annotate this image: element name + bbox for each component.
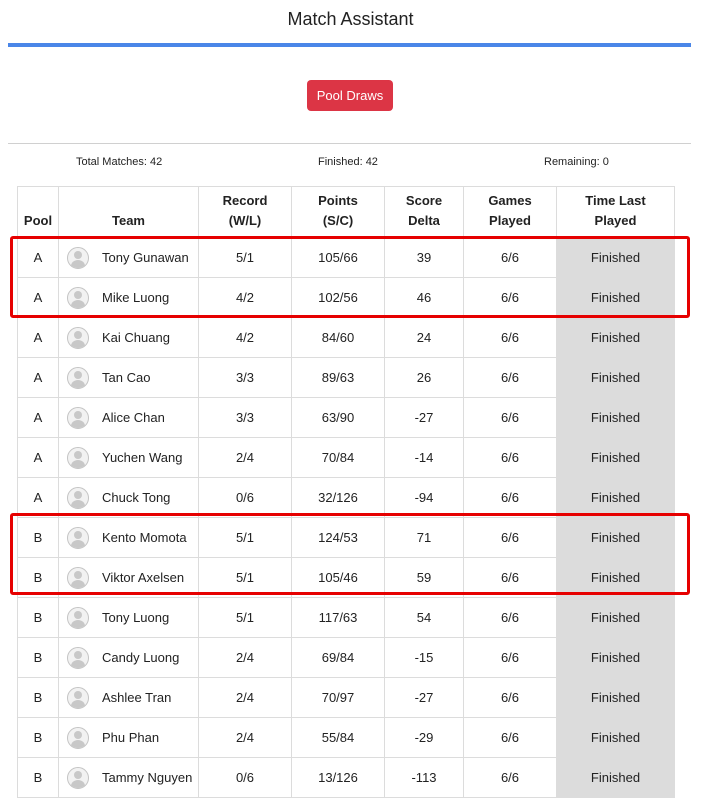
- col-header-time-line2: Played: [594, 213, 637, 228]
- score-delta-cell: 54: [385, 598, 464, 638]
- total-matches-stat: Total Matches: 42: [76, 156, 163, 168]
- pool-cell: A: [18, 238, 59, 278]
- app-header: [0, 0, 701, 48]
- record-cell: 2/4: [199, 638, 292, 678]
- col-header-games-line2: Played: [489, 213, 531, 228]
- team-name: Yuchen Wang: [102, 450, 183, 465]
- score-delta-cell: 26: [385, 358, 464, 398]
- pool-draws-button[interactable]: Pool Draws: [307, 80, 393, 111]
- score-delta-cell: -27: [385, 398, 464, 438]
- status-cell: Finished: [557, 318, 675, 358]
- team-cell: [59, 398, 199, 438]
- table-row[interactable]: [18, 758, 675, 798]
- games-played-cell: 6/6: [464, 558, 557, 598]
- table-row[interactable]: [18, 598, 675, 638]
- table-row[interactable]: [18, 478, 675, 518]
- standings-body: [18, 238, 675, 798]
- score-delta-cell: 59: [385, 558, 464, 598]
- points-cell: 117/63: [292, 598, 385, 638]
- status-cell: Finished: [557, 238, 675, 278]
- team-cell: [59, 318, 199, 358]
- team-cell: [59, 598, 199, 638]
- status-cell: Finished: [557, 758, 675, 798]
- col-header-team-label: Team: [112, 213, 145, 228]
- team-name: Tony Luong: [102, 610, 170, 625]
- pool-cell: B: [18, 718, 59, 758]
- team-cell: [59, 478, 199, 518]
- pool-cell: B: [18, 558, 59, 598]
- user-avatar-icon: [67, 727, 89, 749]
- points-cell: 84/60: [292, 318, 385, 358]
- points-cell: 13/126: [292, 758, 385, 798]
- user-avatar-icon: [67, 527, 89, 549]
- col-header-points-line2: (S/C): [322, 213, 354, 228]
- score-delta-cell: 46: [385, 278, 464, 318]
- score-delta-cell: -14: [385, 438, 464, 478]
- user-avatar-icon: [67, 327, 89, 349]
- user-avatar-icon: [67, 407, 89, 429]
- pool-cell: B: [18, 598, 59, 638]
- col-header-games-line1: Games: [488, 193, 532, 208]
- status-cell: Finished: [557, 678, 675, 718]
- team-name: Viktor Axelsen: [102, 570, 185, 585]
- status-cell: Finished: [557, 718, 675, 758]
- score-delta-cell: -27: [385, 678, 464, 718]
- pool-cell: A: [18, 438, 59, 478]
- match-stats-bar: [8, 156, 691, 172]
- team-name: Phu Phan: [102, 730, 160, 745]
- table-row[interactable]: [18, 318, 675, 358]
- team-name: Tony Gunawan: [102, 250, 189, 265]
- team-name: Tan Cao: [102, 370, 151, 385]
- col-header-score-delta[interactable]: [385, 187, 464, 238]
- pool-cell: B: [18, 638, 59, 678]
- col-header-pool-label: Pool: [23, 213, 53, 228]
- record-cell: 5/1: [199, 558, 292, 598]
- remaining-matches-stat: Remaining: 0: [544, 156, 609, 168]
- points-cell: 63/90: [292, 398, 385, 438]
- points-cell: 69/84: [292, 638, 385, 678]
- status-cell: Finished: [557, 398, 675, 438]
- record-cell: 3/3: [199, 398, 292, 438]
- table-row[interactable]: [18, 518, 675, 558]
- points-cell: 70/84: [292, 438, 385, 478]
- table-row[interactable]: [18, 398, 675, 438]
- col-header-record-line1: Record: [222, 193, 268, 208]
- games-played-cell: 6/6: [464, 398, 557, 438]
- pool-cell: B: [18, 758, 59, 798]
- points-cell: 102/56: [292, 278, 385, 318]
- games-played-cell: 6/6: [464, 238, 557, 278]
- col-header-record-line2: (W/L): [228, 213, 262, 228]
- status-cell: Finished: [557, 358, 675, 398]
- team-cell: [59, 758, 199, 798]
- score-delta-cell: -15: [385, 638, 464, 678]
- status-cell: Finished: [557, 558, 675, 598]
- games-played-cell: 6/6: [464, 518, 557, 558]
- team-cell: [59, 238, 199, 278]
- table-row[interactable]: [18, 238, 675, 278]
- team-cell: [59, 678, 199, 718]
- games-played-cell: 6/6: [464, 478, 557, 518]
- score-delta-cell: -113: [385, 758, 464, 798]
- standings-table: [17, 186, 675, 798]
- table-header-row: [18, 187, 675, 238]
- team-cell: [59, 438, 199, 478]
- games-played-cell: 6/6: [464, 318, 557, 358]
- table-row[interactable]: [18, 638, 675, 678]
- user-avatar-icon: [67, 447, 89, 469]
- score-delta-cell: -29: [385, 718, 464, 758]
- status-cell: Finished: [557, 638, 675, 678]
- record-cell: 5/1: [199, 238, 292, 278]
- games-played-cell: 6/6: [464, 598, 557, 638]
- record-cell: 3/3: [199, 358, 292, 398]
- points-cell: 105/66: [292, 238, 385, 278]
- record-cell: 0/6: [199, 478, 292, 518]
- team-name: Kento Momota: [102, 530, 187, 545]
- finished-matches-stat: Finished: 42: [318, 156, 378, 168]
- status-cell: Finished: [557, 598, 675, 638]
- user-avatar-icon: [67, 567, 89, 589]
- status-cell: Finished: [557, 438, 675, 478]
- score-delta-cell: -94: [385, 478, 464, 518]
- points-cell: 124/53: [292, 518, 385, 558]
- score-delta-cell: 24: [385, 318, 464, 358]
- games-played-cell: 6/6: [464, 438, 557, 478]
- games-played-cell: 6/6: [464, 638, 557, 678]
- status-cell: Finished: [557, 278, 675, 318]
- team-cell: [59, 518, 199, 558]
- record-cell: 0/6: [199, 758, 292, 798]
- games-played-cell: 6/6: [464, 358, 557, 398]
- team-name: Mike Luong: [102, 290, 170, 305]
- pool-cell: A: [18, 478, 59, 518]
- team-cell: [59, 558, 199, 598]
- record-cell: 2/4: [199, 678, 292, 718]
- status-cell: Finished: [557, 518, 675, 558]
- team-name: Chuck Tong: [102, 490, 171, 505]
- col-header-time-last-played[interactable]: [557, 187, 675, 238]
- score-delta-cell: 39: [385, 238, 464, 278]
- points-cell: 89/63: [292, 358, 385, 398]
- table-row[interactable]: [18, 438, 675, 478]
- pool-cell: A: [18, 318, 59, 358]
- record-cell: 2/4: [199, 438, 292, 478]
- team-name: Kai Chuang: [102, 330, 170, 345]
- record-cell: 5/1: [199, 598, 292, 638]
- status-cell: Finished: [557, 478, 675, 518]
- record-cell: 4/2: [199, 318, 292, 358]
- points-cell: 105/46: [292, 558, 385, 598]
- record-cell: 2/4: [199, 718, 292, 758]
- col-header-delta-line2: Delta: [408, 213, 440, 228]
- pool-cell: A: [18, 358, 59, 398]
- team-cell: [59, 718, 199, 758]
- section-divider: [8, 143, 691, 144]
- table-row[interactable]: [18, 718, 675, 758]
- score-delta-cell: 71: [385, 518, 464, 558]
- user-avatar-icon: [67, 367, 89, 389]
- record-cell: 5/1: [199, 518, 292, 558]
- table-row[interactable]: [18, 678, 675, 718]
- col-header-games-played[interactable]: [464, 187, 557, 238]
- team-cell: [59, 278, 199, 318]
- points-cell: 55/84: [292, 718, 385, 758]
- page-title: Match Assistant: [287, 9, 414, 29]
- table-row[interactable]: [18, 558, 675, 598]
- record-cell: 4/2: [199, 278, 292, 318]
- team-cell: [59, 358, 199, 398]
- col-header-record[interactable]: [199, 187, 292, 238]
- col-header-delta-line1: Score: [405, 193, 443, 208]
- pool-cell: B: [18, 518, 59, 558]
- user-avatar-icon: [67, 767, 89, 789]
- games-played-cell: 6/6: [464, 718, 557, 758]
- user-avatar-icon: [67, 287, 89, 309]
- user-avatar-icon: [67, 647, 89, 669]
- col-header-time-line1: Time Last: [585, 193, 646, 208]
- games-played-cell: 6/6: [464, 758, 557, 798]
- table-row[interactable]: [18, 358, 675, 398]
- games-played-cell: 6/6: [464, 278, 557, 318]
- col-header-pool[interactable]: [18, 187, 59, 238]
- team-name: Ashlee Tran: [102, 690, 172, 705]
- pool-cell: A: [18, 278, 59, 318]
- col-header-points[interactable]: [292, 187, 385, 238]
- user-avatar-icon: [67, 487, 89, 509]
- pool-cell: B: [18, 678, 59, 718]
- user-avatar-icon: [67, 607, 89, 629]
- points-cell: 70/97: [292, 678, 385, 718]
- user-avatar-icon: [67, 247, 89, 269]
- header-accent-rule: [8, 43, 691, 47]
- team-cell: [59, 638, 199, 678]
- col-header-team[interactable]: [59, 187, 199, 238]
- col-header-points-line1: Points: [318, 193, 358, 208]
- user-avatar-icon: [67, 687, 89, 709]
- games-played-cell: 6/6: [464, 678, 557, 718]
- pool-cell: A: [18, 398, 59, 438]
- team-name: Alice Chan: [102, 410, 165, 425]
- points-cell: 32/126: [292, 478, 385, 518]
- team-name: Tammy Nguyen: [102, 770, 193, 785]
- team-name: Candy Luong: [102, 650, 180, 665]
- table-row[interactable]: [18, 278, 675, 318]
